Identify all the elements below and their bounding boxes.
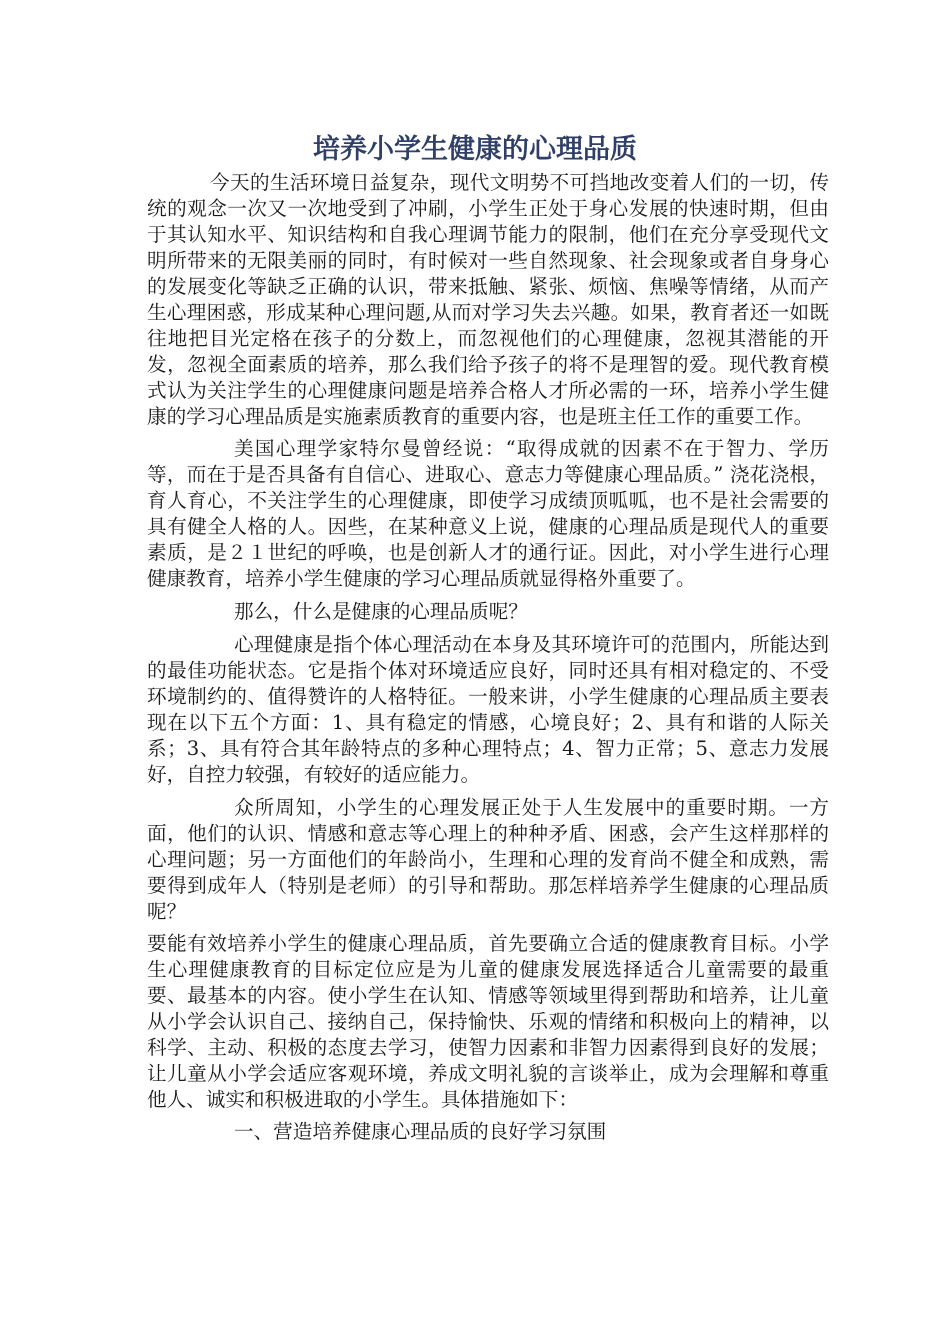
paragraph-definition: 心理健康是指个体心理活动在本身及其环境许可的范围内，所能达到的最佳功能状态。它是指个体对环境适应良好，同时还具有相对稳定的、不受环境制约的、值得赞许的人格特征。一般来讲，小学生健康的心理品质主要表现在以下五个方面：1、具有稳定的情感，心境良好；2、具有和谐的人际关系；3、具有符合其年龄特点的多种心理特点；4、智力正常；5、意志力发展好，自控力较强，有较好的适应能力。 xyxy=(147,633,829,786)
paragraph-question: 那么，什么是健康的心理品质呢？ xyxy=(234,600,528,623)
section-heading-one: 一、营造培养健康心理品质的良好学习氛围 xyxy=(234,1120,607,1143)
paragraph-intro: 今天的生活环境日益复杂，现代文明势不可挡地改变着人们的一切，传统的观念一次又一次地受到了冲刷，小学生正处于身心发展的快速时期，但由于其认知水平、知识结构和自我心理调节能力的限制，他们在充分享受现代文明所带来的无限美丽的同时，有时候对一些自然现象、社会现象或者自身身心的发展变化等缺乏正确的认识，带来抵触、紧张、烦恼、焦噪等情绪，从而产生心理困惑，形成某种心理问题,从而对学习失去兴趣。如果，教育者还一如既往地把目光定格在孩子的分数上，而忽视他们的心理健康，忽视其潜能的开发，忽视全面素质的培养，那么我们给予孩子的将不是理智的爱。现代教育模式认为关注学生的心理健康问题是培养合格人才所必需的一环，培养小学生健康的学习心理品质是实施素质教育的重要内容，也是班主任工作的重要工作。 xyxy=(147,171,829,428)
document-body xyxy=(147,170,829,1145)
paragraph-education-goals: 要能有效培养小学生的健康心理品质，首先要确立合适的健康教育目标。小学生心理健康教育的目标定位应是为儿童的健康发展选择适合儿童需要的最重要、最基本的内容。使小学生在认知、情感等领域里得到帮助和培养，让儿童从小学会认识自己、接纳自己，保持愉快、乐观的情绪和积极向上的精神，以科学、主动、积极的态度去学习，使智力因素和非智力因素得到良好的发展；让儿童从小学会适应客观环境，养成文明礼貌的言谈举止，成为会理解和尊重他人、诚实和积极进取的小学生。具体措施如下： xyxy=(147,932,829,1111)
paragraph-development-period: 众所周知，小学生的心理发展正处于人生发展中的重要时期。一方面，他们的认识、情感和意志等心理上的种种矛盾、困惑，会产生这样那样的心理问题；另一方面他们的年龄尚小，生理和心理的发育尚不健全和成熟，需要得到成年人（特别是老师）的引导和帮助。那怎样培养学生健康的心理品质呢？ xyxy=(147,796,829,923)
paragraph-terman-quote: 美国心理学家特尔曼曾经说：“取得成就的因素不在于智力、学历等，而在于是否具备有自信心、进取心、意志力等健康心理品质。” 浇花浇根，育人育心，不关注学生的心理健康，即使学习成绩顶呱呱，也不是社会需要的具有健全人格的人。因些，在某种意义上说，健康的心理品质是现代人的重要素质，是２１世纪的呼唤，也是创新人才的通行证。因此，对小学生进行心理健康教育，培养小学生健康的学习心理品质就显得格外重要了。 xyxy=(147,437,829,590)
document-title: 培养小学生健康的心理品质 xyxy=(313,134,637,165)
